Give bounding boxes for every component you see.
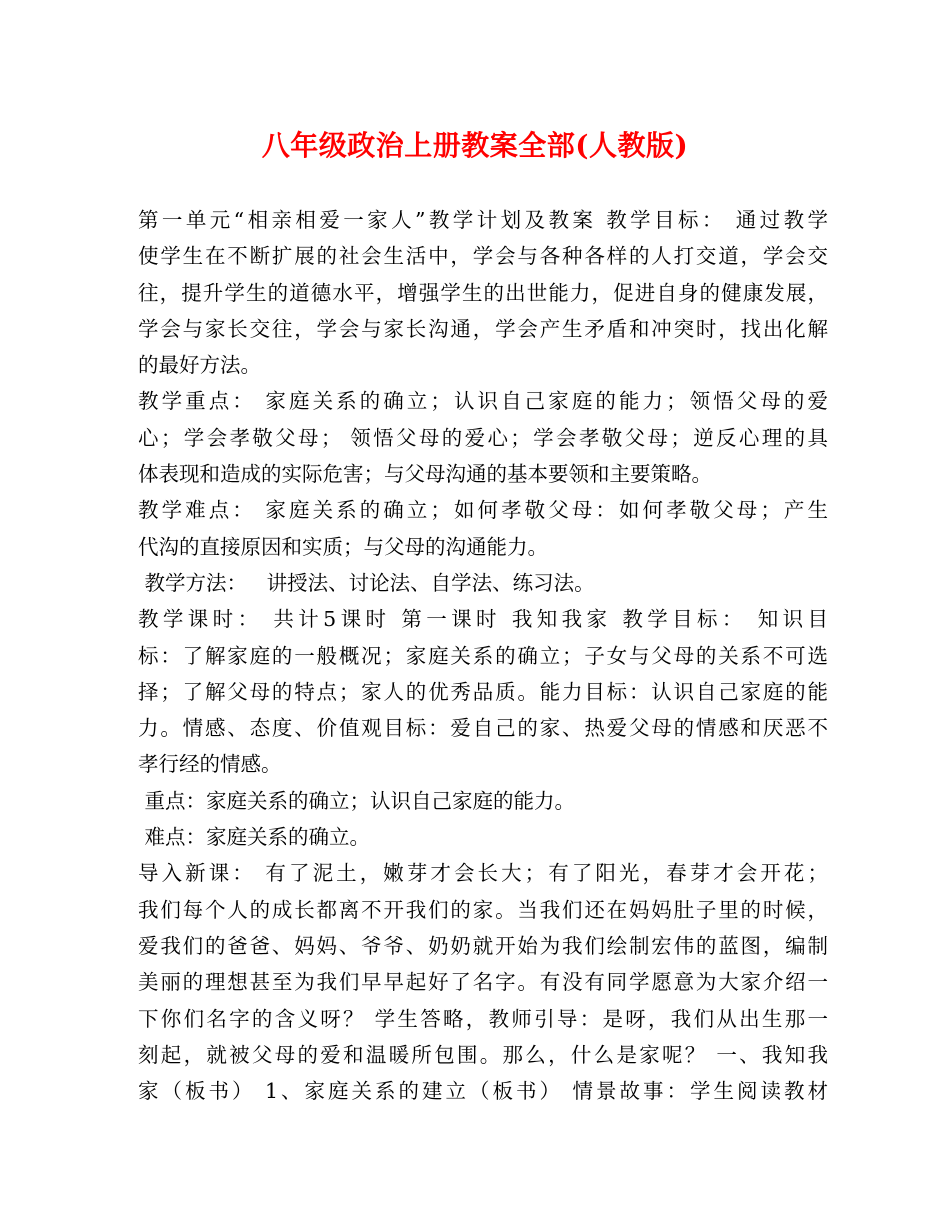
text-line: 难点：家庭关系的确立。 bbox=[138, 825, 371, 850]
text-line: 我们每个人的成长都离不开我们的家。当我们还在妈妈肚子里的时候， bbox=[138, 897, 828, 922]
text-line: 第一单元“相亲相爱一家人”教学计划及教案 教学目标： 通过教学 bbox=[138, 208, 828, 232]
text-line: 力。情感、态度、价值观目标：爱自己的家、热爱父母的情感和厌恶不 bbox=[138, 716, 828, 741]
text-line: 教学重点： 家庭关系的确立；认识自己家庭的能力；领悟父母的爱 bbox=[138, 389, 828, 414]
text-line: 导入新课： 有了泥土，嫩芽才会长大；有了阳光，春芽才会开花； bbox=[138, 861, 828, 886]
document-title: 八年级政治上册教案全部(人教版) bbox=[261, 129, 689, 162]
text-line: 教学方法： 讲授法、讨论法、自学法、练习法。 bbox=[138, 570, 595, 595]
text-line: 代沟的直接原因和实质；与父母的沟通能力。 bbox=[138, 534, 548, 559]
text-line: 体表现和造成的实际危害；与父母沟通的基本要领和主要策略。 bbox=[138, 462, 712, 487]
text-line: 美丽的理想甚至为我们早早起好了名字。有没有同学愿意为大家介绍一 bbox=[138, 970, 828, 995]
text-line: 标：了解家庭的一般概况；家庭关系的确立；子女与父母的关系不可选 bbox=[138, 643, 828, 668]
text-line: 家（板书） 1、家庭关系的建立（板书） 情景故事：学生阅读教材 bbox=[138, 1079, 828, 1104]
text-line: 使学生在不断扩展的社会生活中，学会与各种各样的人打交道，学会交 bbox=[138, 244, 828, 269]
text-line: 孝行经的情感。 bbox=[138, 752, 282, 777]
text-line: 往，提升学生的道德水平，增强学生的出世能力，促进自身的健康发展， bbox=[138, 280, 828, 305]
text-line: 择；了解父母的特点；家人的优秀品质。能力目标：认识自己家庭的能 bbox=[138, 679, 828, 704]
text-line: 的最好方法。 bbox=[138, 353, 261, 378]
text-line: 学会与家长交往，学会与家长沟通，学会产生矛盾和冲突时，找出化解 bbox=[138, 316, 828, 341]
text-line: 心；学会孝敬父母； 领悟父母的爱心；学会孝敬父母；逆反心理的具 bbox=[138, 425, 828, 450]
text-line: 下你们名字的含义呀？ 学生答略，教师引导：是呀，我们从出生那一 bbox=[138, 1006, 828, 1031]
text-line: 刻起，就被父母的爱和温暖所包围。那么，什么是家呢？ 一、我知我 bbox=[138, 1042, 828, 1067]
text-line: 重点：家庭关系的确立；认识自己家庭的能力。 bbox=[138, 788, 576, 813]
text-line: 教学课时： 共计5课时 第一课时 我知我家 教学目标： 知识目 bbox=[138, 607, 828, 632]
document-body bbox=[138, 202, 828, 1109]
text-line: 教学难点： 家庭关系的确立；如何孝敬父母：如何孝敬父母；产生 bbox=[138, 498, 828, 523]
text-line: 爱我们的爸爸、妈妈、爷爷、奶奶就开始为我们绘制宏伟的蓝图，编制 bbox=[138, 933, 828, 958]
